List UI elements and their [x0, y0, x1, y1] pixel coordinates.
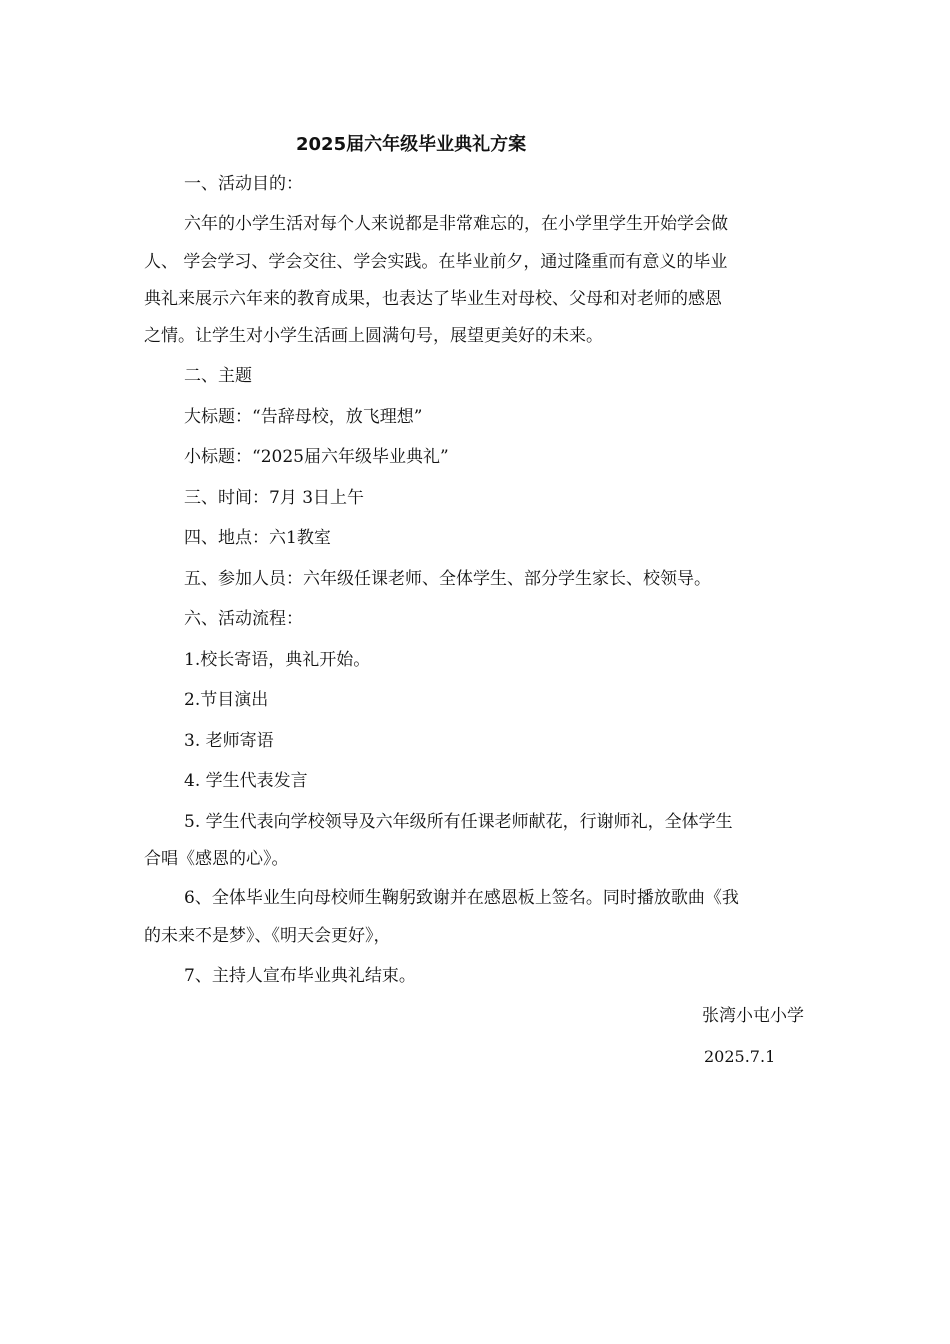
- document-title: 2025届六年级毕业典礼方案: [296, 134, 527, 155]
- purpose-heading: 一、活动目的：: [184, 174, 303, 194]
- process-step-5-line-1: 5. 学生代表向学校领导及六年级所有任课老师献花，行谢师礼，全体学生: [184, 812, 733, 832]
- document-date: 2025.7.1: [704, 1047, 776, 1066]
- process-step-6-line-1: 6、全体毕业生向母校师生鞠躬致谢并在感恩板上签名。同时播放歌曲《我: [184, 888, 739, 908]
- process-step-2: 2.节目演出: [184, 690, 269, 710]
- purpose-paragraph-line-2: 人、 学会学习、学会交往、学会实践。在毕业前夕，通过隆重而有意义的毕业: [144, 252, 728, 272]
- theme-heading: 二、主题: [184, 366, 252, 386]
- time-line: 三、时间：7月 3日上午: [184, 488, 365, 508]
- process-step-1: 1.校长寄语，典礼开始。: [184, 650, 371, 670]
- process-heading: 六、活动流程：: [184, 609, 303, 629]
- process-step-3: 3. 老师寄语: [184, 731, 274, 751]
- sub-title-line: 小标题：“2025届六年级毕业典礼”: [184, 447, 449, 467]
- main-title-line: 大标题：“告辞母校，放飞理想”: [184, 407, 423, 427]
- process-step-5-line-2: 合唱《感恩的心》。: [144, 849, 289, 869]
- school-signature: 张湾小屯小学: [702, 1006, 804, 1026]
- purpose-paragraph-line-4: 之情。让学生对小学生活画上圆满句号，展望更美好的未来。: [144, 326, 603, 346]
- place-line: 四、地点：六1教室: [184, 528, 331, 548]
- process-step-7: 7、主持人宣布毕业典礼结束。: [184, 966, 416, 986]
- participants-line: 五、参加人员：六年级任课老师、全体学生、部分学生家长、校领导。: [184, 569, 711, 589]
- purpose-paragraph-line-3: 典礼来展示六年来的教育成果，也表达了毕业生对母校、父母和对老师的感恩: [144, 289, 722, 309]
- process-step-6-line-2: 的未来不是梦》、《明天会更好》，: [144, 926, 391, 946]
- purpose-paragraph-line-1: 六年的小学生活对每个人来说都是非常难忘的，在小学里学生开始学会做: [184, 214, 728, 234]
- process-step-4: 4. 学生代表发言: [184, 771, 308, 791]
